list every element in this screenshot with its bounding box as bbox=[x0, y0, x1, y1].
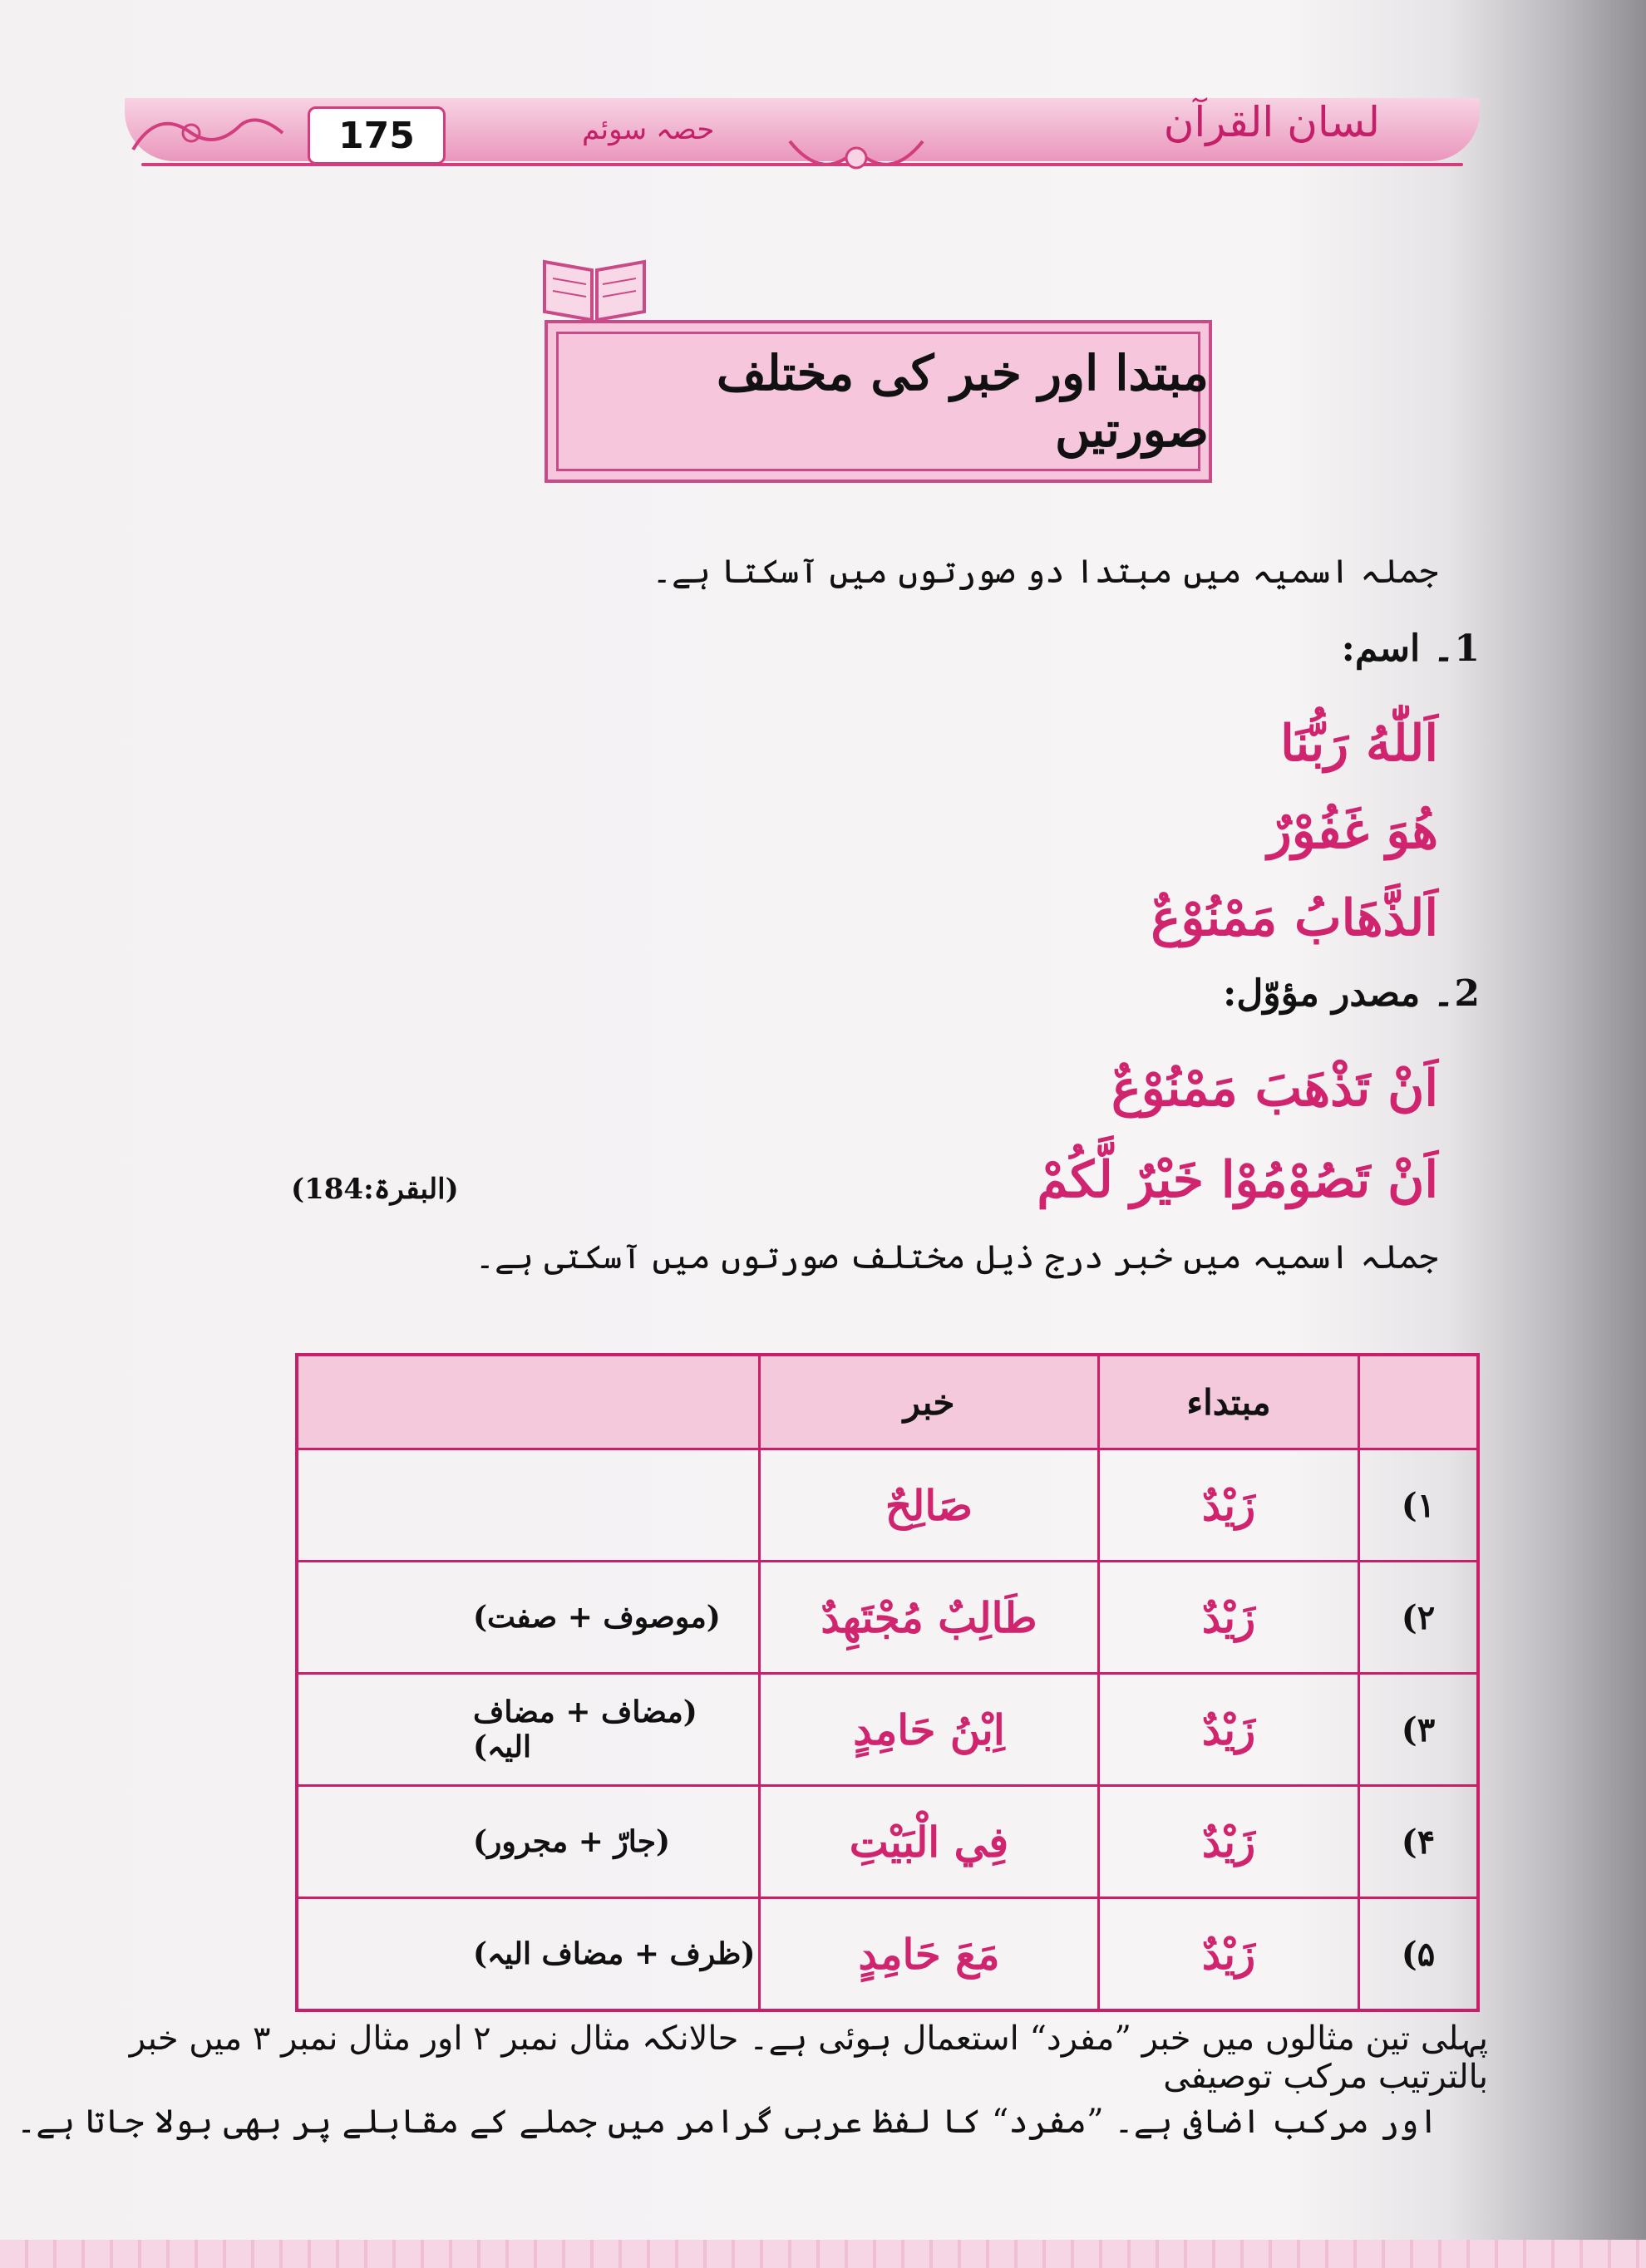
example-2: هُوَ غَفُوْرٌ bbox=[1267, 802, 1438, 860]
footer-pattern bbox=[0, 2240, 1646, 2268]
section-2-title: مصدر مؤوّل: bbox=[1223, 972, 1421, 1015]
row-khabar: صَالِحٌ bbox=[760, 1449, 1099, 1562]
paragraph-line-2: اور مرکب اضافی ہے۔ ”مفرد“ کا لفظ عربی گرامر میں جملے کے مقابلے پر بھی بولا جاتا ہے۔ bbox=[16, 2103, 1438, 2141]
row-mubtada: زَيْدٌ bbox=[1099, 1449, 1359, 1562]
row-note bbox=[297, 1449, 760, 1562]
row-number: ۲) bbox=[1359, 1562, 1479, 1674]
table-row bbox=[297, 1674, 1478, 1786]
table-header-row bbox=[297, 1355, 1478, 1449]
page-title: مبتدا اور خبر کی مختلف صورتیں bbox=[716, 345, 1209, 458]
row-note: (مضاف + مضاف الیہ) bbox=[297, 1674, 760, 1786]
row-note: (ظرف + مضاف الیہ) bbox=[297, 1898, 760, 2011]
title-box bbox=[545, 320, 1212, 483]
row-number: ۴) bbox=[1359, 1786, 1479, 1898]
intro-text-1: جملہ اسمیہ میں مبتدا دو صورتوں میں آسکتا ہے۔ bbox=[652, 553, 1438, 591]
page-number-box bbox=[308, 106, 446, 165]
page-number: 175 bbox=[338, 114, 415, 157]
header-number bbox=[1359, 1355, 1479, 1449]
ornament-left-icon bbox=[125, 100, 291, 166]
intro-text-2: جملہ اسمیہ میں خبر درج ذیل مختلف صورتوں میں آسکتی ہے۔ bbox=[475, 1238, 1438, 1277]
open-book-icon bbox=[540, 249, 648, 324]
header-mubtada: مبتداء bbox=[1099, 1355, 1359, 1449]
row-khabar: اِبْنُ حَامِدٍ bbox=[760, 1674, 1099, 1786]
table-row bbox=[297, 1898, 1478, 2011]
example-3: اَلذَّهَابُ مَمْنُوْعٌ bbox=[1151, 889, 1438, 947]
row-number: ۵) bbox=[1359, 1898, 1479, 2011]
ornament-center-icon bbox=[781, 125, 931, 191]
row-khabar: فِي الْبَيْتِ bbox=[760, 1786, 1099, 1898]
row-mubtada: زَيْدٌ bbox=[1099, 1786, 1359, 1898]
quran-reference: (البقرۃ:184) bbox=[291, 1173, 459, 1206]
row-number: ۳) bbox=[1359, 1674, 1479, 1786]
row-khabar: طَالِبٌ مُجْتَهِدٌ bbox=[760, 1562, 1099, 1674]
row-note: (موصوف + صفت) bbox=[297, 1562, 760, 1674]
book-title: لسان القرآن bbox=[1163, 98, 1380, 146]
section-2-heading bbox=[1223, 972, 1480, 1015]
part-label: حصہ سوئم bbox=[582, 113, 715, 146]
section-1-heading bbox=[1342, 627, 1480, 670]
row-mubtada: زَيْدٌ bbox=[1099, 1898, 1359, 2011]
row-mubtada: زَيْدٌ bbox=[1099, 1562, 1359, 1674]
table-row bbox=[297, 1449, 1478, 1562]
example-4: اَنْ تَذْهَبَ مَمْنُوْعٌ bbox=[1111, 1060, 1438, 1118]
example-5: اَنْ تَصُوْمُوْا خَيْرٌ لَّكُمْ bbox=[1037, 1151, 1438, 1209]
table-row bbox=[297, 1786, 1478, 1898]
row-mubtada: زَيْدٌ bbox=[1099, 1674, 1359, 1786]
section-1-title: اسم: bbox=[1341, 627, 1421, 670]
example-1: اَللّٰهُ رَبُّنَا bbox=[1280, 715, 1438, 773]
paragraph-line-1: پہلی تین مثالوں میں خبر ”مفرد“ استعمال ہوئی ہے۔ حالانکہ مثال نمبر ۲ اور مثال نمبر ۳ میں خبر بالترتیب مرکب توصیفی bbox=[129, 2020, 1488, 2096]
header-khabar: خبر bbox=[760, 1355, 1099, 1449]
row-number: ۱) bbox=[1359, 1449, 1479, 1562]
header-note bbox=[297, 1355, 760, 1449]
khabar-types-table bbox=[295, 1353, 1480, 2012]
row-khabar: مَعَ حَامِدٍ bbox=[760, 1898, 1099, 2011]
table-row bbox=[297, 1562, 1478, 1674]
section-1-number: 1۔ bbox=[1432, 627, 1480, 670]
section-2-number: 2۔ bbox=[1432, 972, 1480, 1015]
row-note: (جارّ + مجرور) bbox=[297, 1786, 760, 1898]
